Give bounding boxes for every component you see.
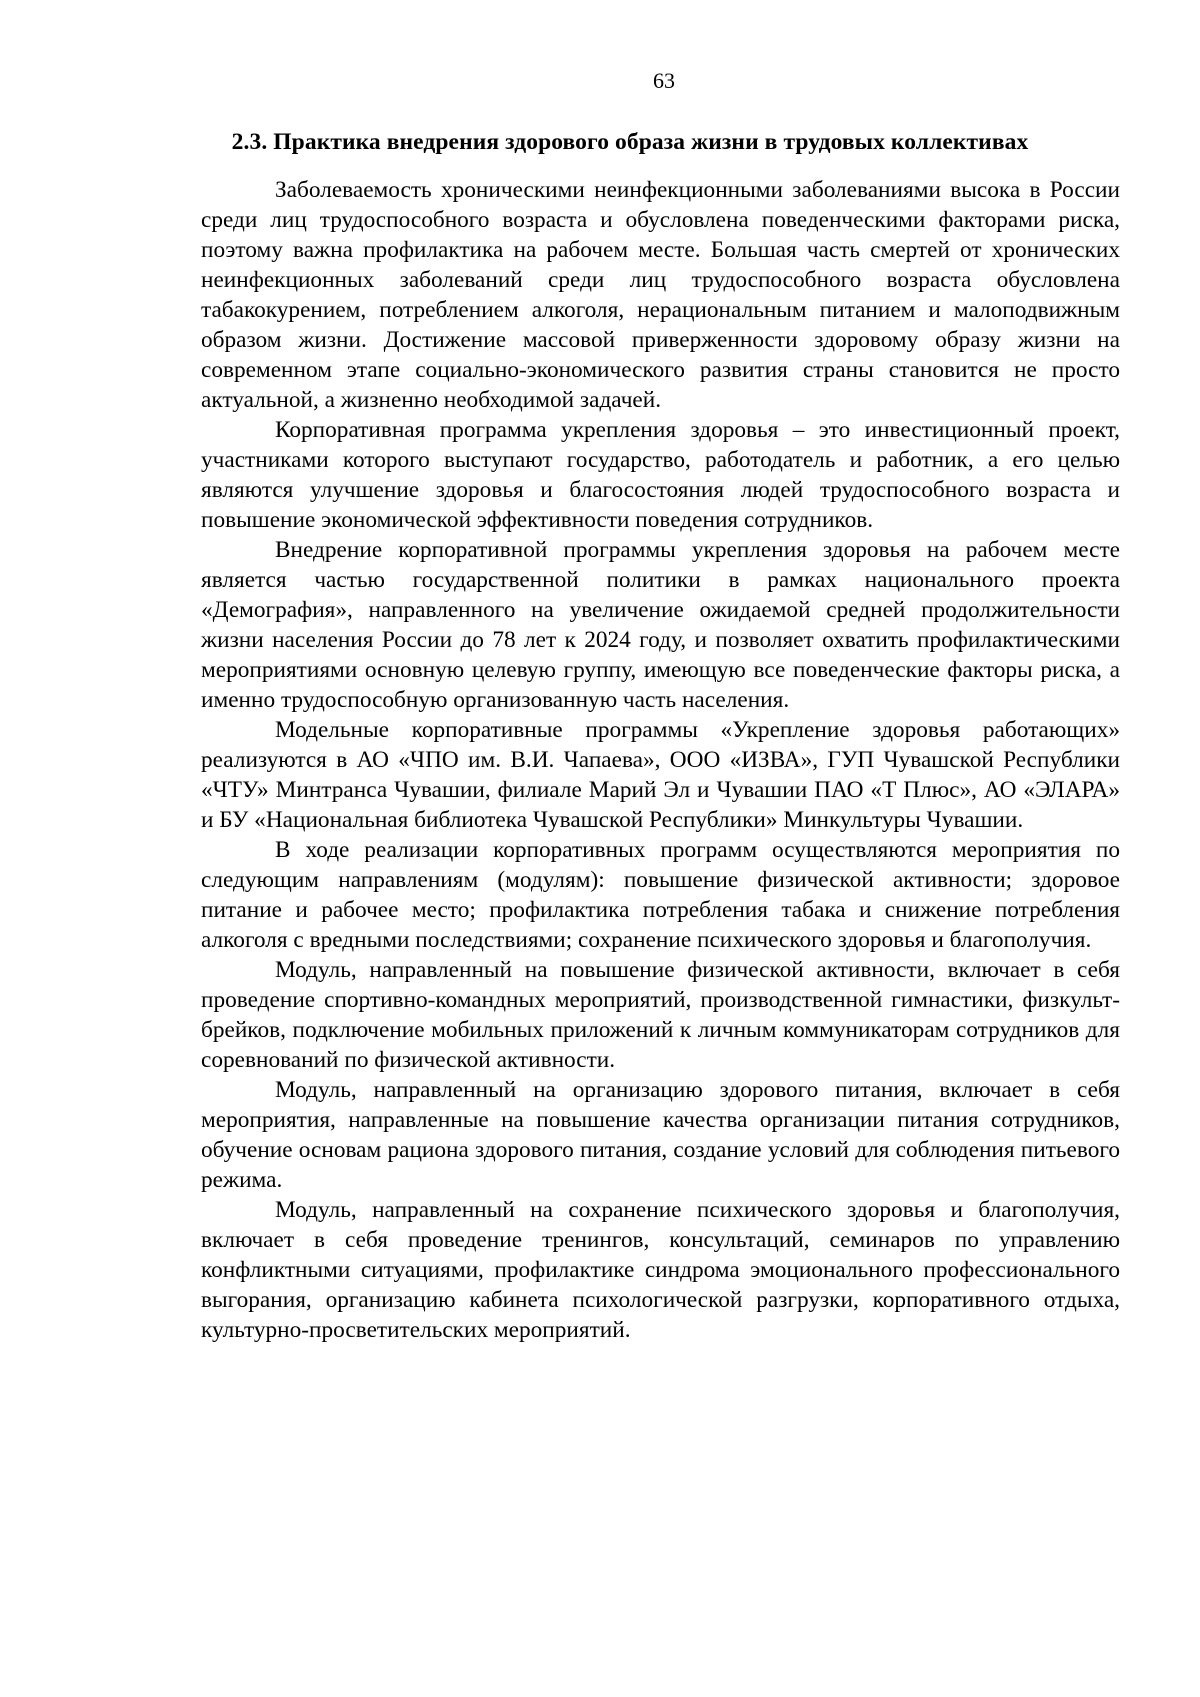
paragraph-4: Модельные корпоративные программы «Укрепление здоровья работающих» реализуются в АО «ЧПО им. В.И. Чапаева», ООО «ИЗВА», ГУП Чувашской Республики «ЧТУ» Минтранса Чувашии, филиале Марий Эл и Чувашии ПАО «Т Плюс», АО «ЭЛАРА» и БУ «Национальная библиотека Чувашской Республики» Минкультуры Чувашии. — [201, 717, 1120, 833]
paragraph-7: Модуль, направленный на организацию здорового питания, включает в себя мероприятия, направленные на повышение качества организации питания сотрудников, обучение основам рациона здорового питания, создание условий для соблюдения питьевого режима. — [201, 1077, 1120, 1193]
paragraph-1: Заболеваемость хроническими неинфекционными заболеваниями высока в России среди лиц трудоспособного возраста и обусловлена поведенческими факторами риска, поэтому важна профилактика на рабочем месте. Большая часть смертей от хронических неинфекционных заболеваний среди лиц трудоспособного возраста обусловлена табакокурением, потреблением алкоголя, нерациональным питанием и малоподвижным образом жизни. Достижение массовой приверженности здоровому образу жизни на современном этапе социально-экономического развития страны становится не просто актуальной, а жизненно необходимой задачей. — [201, 177, 1120, 413]
paragraph-2: Корпоративная программа укрепления здоровья – это инвестиционный проект, участниками которого выступают государство, работодатель и работник, а его целью являются улучшение здоровья и благосостояния людей трудоспособного возраста и повышение экономической эффективности поведения сотрудников. — [201, 417, 1120, 533]
paragraph-8: Модуль, направленный на сохранение психического здоровья и благополучия, включает в себя проведение тренингов, консультаций, семинаров по управлению конфликтными ситуациями, профилактике синдрома эмоционального профессионального выгорания, организацию кабинета психологической разгрузки, корпоративного отдыха, культурно-просветительских мероприятий. — [201, 1197, 1120, 1343]
page-number: 63 — [653, 68, 675, 93]
paragraph-6: Модуль, направленный на повышение физической активности, включает в себя проведение спортивно-командных мероприятий, производственной гимнастики, физкульт-брейков, подключение мобильных приложений к личным коммуникаторам сотрудников для соревнований по физической активности. — [201, 957, 1120, 1073]
paragraph-5: В ходе реализации корпоративных программ осуществляются мероприятия по следующим направлениям (модулям): повышение физической активности; здоровое питание и рабочее место; профилактика потребления табака и снижение потребления алкоголя с вредными последствиями; сохранение психического здоровья и благополучия. — [201, 837, 1120, 953]
body-text — [201, 175, 1120, 1345]
section-title: 2.3. Практика внедрения здорового образа жизни в трудовых коллективах — [231, 129, 1029, 155]
paragraph-3: Внедрение корпоративной программы укрепления здоровья на рабочем месте является частью государственной политики в рамках национального проекта «Демография», направленного на увеличение ожидаемой средней продолжительности жизни населения России до 78 лет к 2024 году, и позволяет охватить профилактическими мероприятиями основную целевую группу, имеющую все поведенческие факторы риска, а именно трудоспособную организованную часть населения. — [201, 537, 1120, 713]
